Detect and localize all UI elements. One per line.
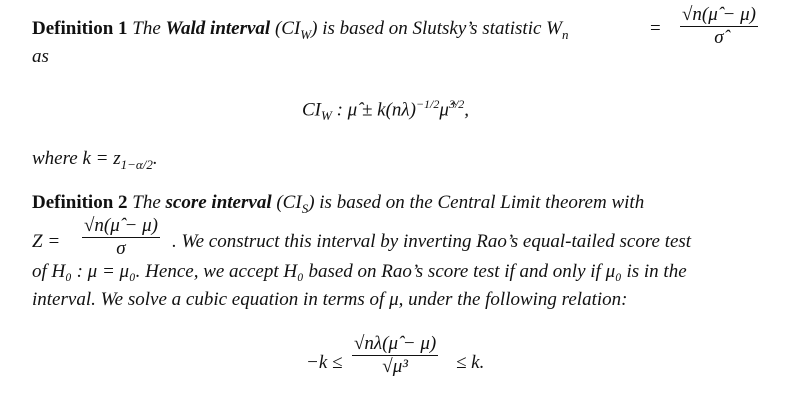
definition-1-ci-sub: W bbox=[300, 26, 312, 42]
definition-2-text-c: ) is based on the Central Limit theorem with bbox=[308, 192, 645, 213]
formula-sup-2: 3/2 bbox=[448, 97, 465, 111]
inequality-denominator: √μ³ bbox=[382, 355, 408, 377]
definition-1-heading: Definition 1 bbox=[32, 18, 128, 39]
z-fraction-denominator: σ bbox=[116, 237, 126, 259]
definition-1-w-sub: n bbox=[562, 26, 569, 42]
definition-1-fraction-denominator: σ̂ bbox=[714, 26, 724, 48]
definition-2-z-fraction bbox=[82, 216, 160, 259]
definition-1-term: Wald interval bbox=[165, 18, 271, 39]
formula-ci-sub: W bbox=[321, 108, 332, 124]
definition-1-line-1 bbox=[32, 18, 772, 43]
definition-2-text-b: (CI bbox=[271, 192, 302, 213]
definition-2-term: score interval bbox=[165, 192, 272, 213]
definition-2-line-2: . We construct this interval by inverting Rao’s equal-tailed score test bbox=[172, 231, 692, 252]
definition-1-text-b: (CI bbox=[270, 18, 301, 39]
where-sub: 1−α/2 bbox=[120, 156, 153, 172]
formula-ci: CI bbox=[302, 99, 321, 121]
inequality-left: −k ≤ bbox=[306, 352, 343, 373]
definition-1-where bbox=[32, 148, 158, 173]
formula-end: , bbox=[464, 99, 470, 121]
definition-2-heading: Definition 2 bbox=[32, 192, 128, 213]
inequality-right: ≤ k. bbox=[456, 352, 485, 373]
formula-mid: μ̂ bbox=[439, 99, 449, 121]
definition-2-line-1 bbox=[32, 192, 644, 217]
formula-sup-1: −1/2 bbox=[415, 97, 440, 111]
definition-1-fraction-numerator: √n(μ̂ − μ) bbox=[682, 4, 756, 25]
definition-1-eq-sign: = bbox=[650, 18, 661, 39]
definition-2-text-a: The bbox=[132, 192, 166, 213]
definition-1-formula bbox=[302, 97, 469, 124]
z-fraction-numerator: √n(μ̂ − μ) bbox=[84, 215, 158, 236]
definition-2-line-4: interval. We solve a cubic equation in terms of μ, under the following relation: bbox=[32, 289, 628, 310]
where-end: . bbox=[152, 148, 158, 169]
definition-1-fraction bbox=[680, 5, 758, 48]
definition-2-z-label: Z = bbox=[32, 231, 61, 252]
definition-1-text-a: The bbox=[132, 18, 166, 39]
where-text: where k = z bbox=[32, 148, 121, 169]
definition-2-line-3: of H₀ : μ = μ₀. Hence, we accept H₀ based on Rao’s score test if and only if μ₀ is in the bbox=[32, 261, 687, 282]
formula-body: : μ̂ ± k(nλ) bbox=[331, 99, 416, 121]
inequality-fraction bbox=[352, 334, 438, 377]
definition-1-line-2: as bbox=[32, 46, 49, 67]
inequality-numerator: √nλ(μ̂ − μ) bbox=[354, 333, 437, 354]
definition-2-ci-sub: S bbox=[301, 200, 309, 216]
definition-1-text-c: ) is based on Slutsky’s statistic W bbox=[311, 18, 562, 39]
